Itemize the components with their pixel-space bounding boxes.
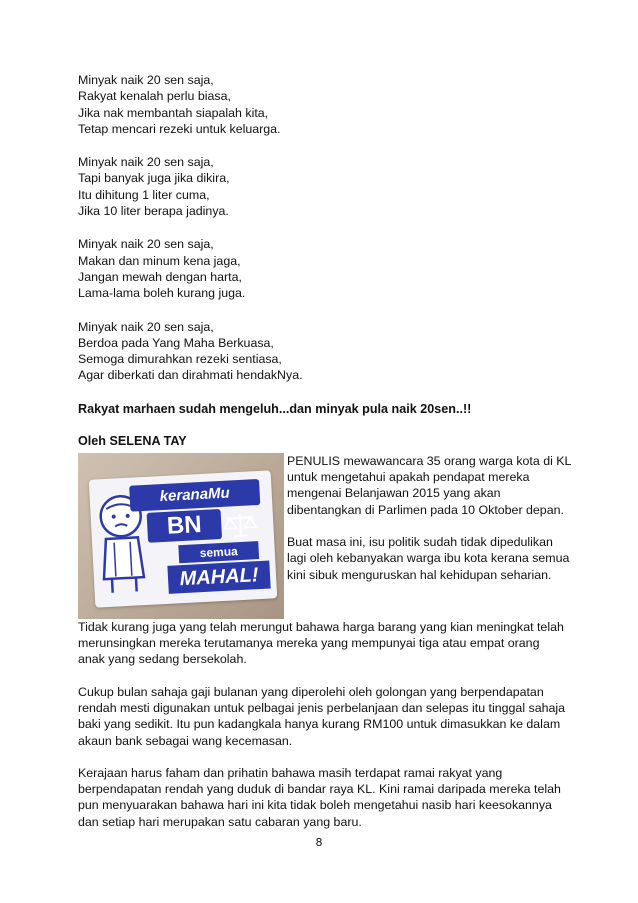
paragraph: Buat masa ini, isu politik sudah tidak dipedulikan lagi oleh kebanyakan warga ibu kota kerana semua kini sibuk menguruskan hal kehidupan seharian. <box>287 534 570 582</box>
poem-line: Jangan mewah dengan harta, <box>78 269 242 284</box>
poem-line: Makan dan minum kena jaga, <box>78 253 241 268</box>
poem-stanza-4 <box>78 319 568 384</box>
poem-line: Agar diberkati dan dirahmati hendakNya. <box>78 368 303 383</box>
poem-line: Lama-lama boleh kurang juga. <box>78 286 246 301</box>
article-byline: Oleh SELENA TAY <box>78 433 187 448</box>
sign-text-mahal: MAHAL! <box>167 560 270 593</box>
poem-line: Minyak naik 20 sen saja, <box>78 73 214 87</box>
figure-row <box>78 453 571 619</box>
paragraph: Cukup bulan sahaja gaji bulanan yang diperolehi oleh golongan yang berpendapatan rendah mesti digunakan untuk pelbagai jenis perbelanjaan dan selepas itu tinggal sahaja baki yang sedikit. Itu pun kadangkala hanya kurang RM100 untuk dimasukkan ke dalam akaun bank sebagai wang kecemasan. <box>78 684 566 748</box>
poem-stanza-3 <box>78 236 568 301</box>
page-number: 8 <box>315 836 323 849</box>
sign-text-keranamu: keranaMu <box>129 479 260 512</box>
poem-line: Minyak naik 20 sen saja, <box>78 237 214 252</box>
poem-stanza-2 <box>78 154 568 219</box>
side-column-text <box>287 453 572 599</box>
poem-line: Berdoa pada Yang Maha Berkuasa, <box>78 335 274 350</box>
poem-line: Tapi banyak juga jika dikira, <box>78 171 230 186</box>
sign-text-semua: semua <box>178 541 259 563</box>
article-body <box>78 619 568 830</box>
poem-line: Semoga dimurahkan rezeki sentiasa, <box>78 352 282 367</box>
poem-line: Jika 10 liter berapa jadinya. <box>78 204 229 219</box>
poem-line: Minyak naik 20 sen saja, <box>78 155 214 170</box>
poem-line: Rakyat kenalah perlu biasa, <box>78 89 231 104</box>
scale-icon <box>223 511 258 539</box>
paragraph: Kerajaan harus faham dan prihatin bahawa masih terdapat ramai rakyat yang berpendapatan rendah yang duduk di bandar raya KL. Kini ramai daripada mereka telah pun menyuarakan bahawa hari ini kita tidak boleh mengetahui nasib hari keesokannya dan setiap hari merupakan satu cabaran yang baru. <box>78 765 561 829</box>
poem-line: Jika nak membantah siapalah kita, <box>78 105 269 120</box>
sign-text-bn: BN <box>147 509 222 543</box>
poem-line: Tetap mencari rezeki untuk keluarga. <box>78 121 281 136</box>
paragraph: PENULIS mewawancara 35 orang warga kota di KL untuk mengetahui apakah pendapat mereka mengenai Belanjawan 2015 yang akan dibentangkan di Parlimen pada 10 Oktober depan. <box>287 453 571 517</box>
paragraph: Tidak kurang juga yang telah merungut bahawa harga barang yang kian meningkat telah merunsingkan mereka terutamanya mereka yang mempunyai tiga atau empat orang anak yang sedang bersekolah. <box>78 619 564 667</box>
article-heading: Rakyat marhaen sudah mengeluh...dan minyak pula naik 20sen..!! <box>78 401 472 416</box>
protest-sign <box>89 470 277 607</box>
poem-stanza-1 <box>78 72 568 137</box>
poem-line: Minyak naik 20 sen saja, <box>78 319 214 334</box>
document-page <box>78 72 571 846</box>
poem-line: Itu dihitung 1 liter cuma, <box>78 187 210 202</box>
protest-sign-photo <box>78 453 284 619</box>
